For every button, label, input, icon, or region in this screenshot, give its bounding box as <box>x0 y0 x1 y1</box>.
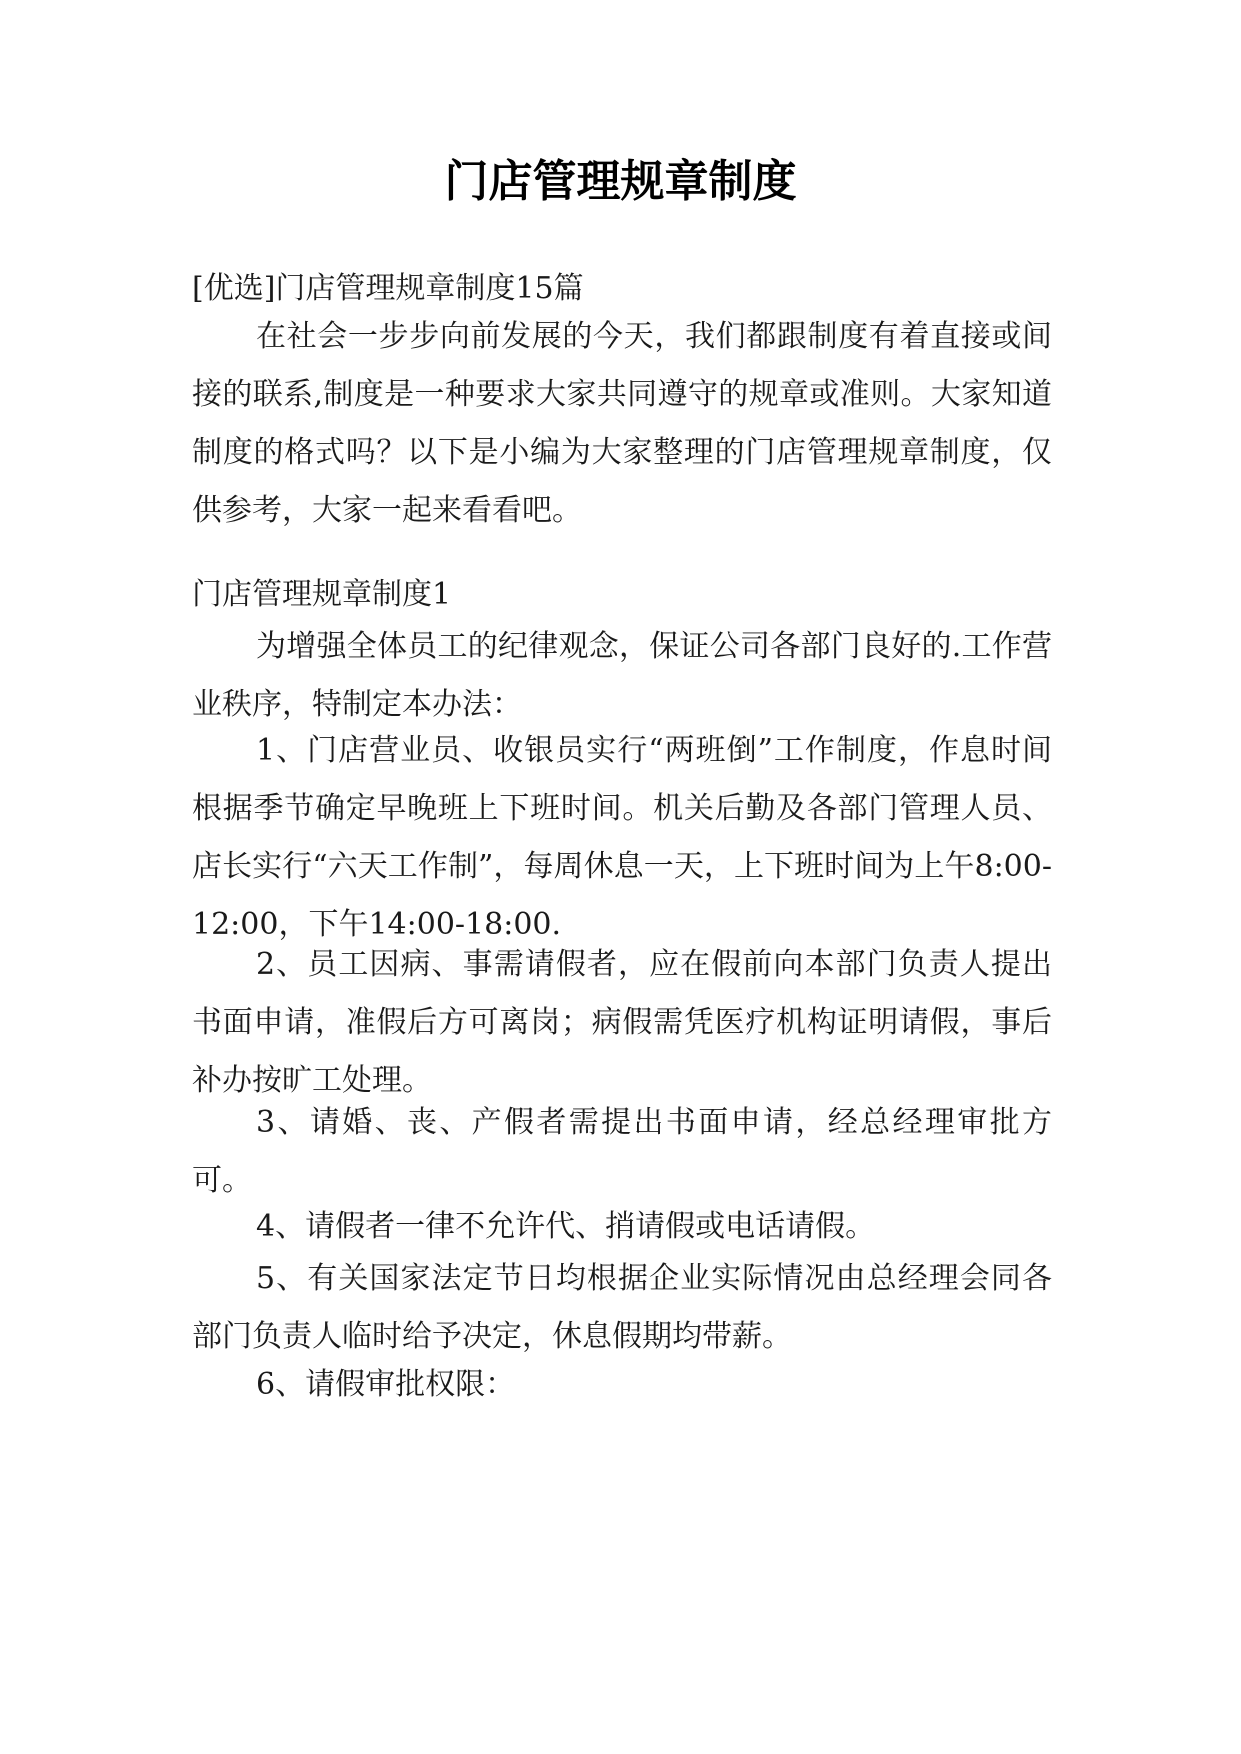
section-intro-paragraph: 为增强全体员工的纪律观念，保证公司各部门良好的.工作营业秩序，特制定本办法： <box>192 629 1052 722</box>
rule-item-6: 6、请假审批权限： <box>256 1367 516 1402</box>
section-heading: 门店管理规章制度1 <box>192 577 452 612</box>
intro-paragraph: 在社会一步步向前发展的今天，我们都跟制度有着直接或间接的联系,制度是一种要求大家共同遵守的规章或准则。大家知道制度的格式吗？以下是小编为大家整理的门店管理规章制度，仅供参考，大家一起来看看吧。 <box>192 319 1052 528</box>
document-subtitle: [优选]门店管理规章制度15篇 <box>192 271 584 306</box>
document-title: 门店管理规章制度 <box>444 156 797 207</box>
rule-item-1: 1、门店营业员、收银员实行“两班倒”工作制度，作息时间根据季节确定早晚班上下班时间。机关后勤及各部门管理人员、店长实行“六天工作制”，每周休息一天，上下班时间为上午8:00-12:00，下午14:00-18:00. <box>192 733 1052 942</box>
rule-item-3: 3、请婚、丧、产假者需提出书面申请，经总经理审批方可。 <box>192 1105 1052 1198</box>
rule-item-4: 4、请假者一律不允许代、捎请假或电话请假。 <box>256 1209 876 1244</box>
rule-item-5: 5、有关国家法定节日均根据企业实际情况由总经理会同各部门负责人临时给予决定，休息假期均带薪。 <box>192 1261 1052 1354</box>
rule-item-2: 2、员工因病、事需请假者，应在假前向本部门负责人提出书面申请，准假后方可离岗；病假需凭医疗机构证明请假，事后补办按旷工处理。 <box>192 947 1052 1098</box>
